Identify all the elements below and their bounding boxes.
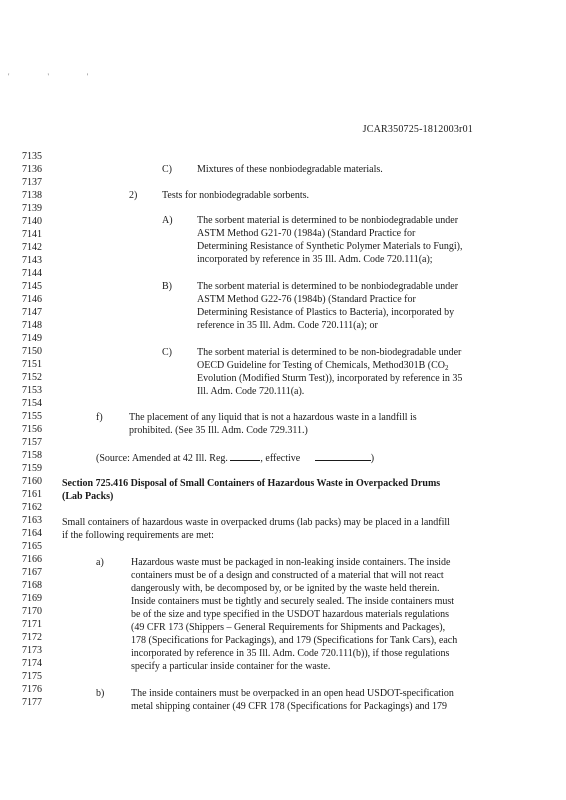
pa-line-8: incorporated by reference in 35 Ill. Adm. Code 720.111(b)), if those regulations <box>131 648 450 659</box>
pB-line-3: Determining Resistance of Plastics to Bacteria), incorporated by <box>197 307 455 318</box>
line-number: 7143 <box>22 255 42 266</box>
line-number: 7159 <box>22 463 42 474</box>
marker-b-upper: B) <box>162 281 172 292</box>
line-number: 7157 <box>22 437 42 448</box>
marker-c-upper: C) <box>162 347 172 358</box>
line-number: 7137 <box>22 177 42 188</box>
pC-line-4: Ill. Adm. Code 720.111(a). <box>197 386 305 397</box>
c1-text: Mixtures of these nonbiodegradable materials. <box>197 164 383 175</box>
scan-marks: ' ' ' <box>8 72 107 81</box>
line-number: 7163 <box>22 515 42 526</box>
source-pre: (Source: Amended at 42 Ill. Reg. <box>96 453 231 464</box>
line-number: 7164 <box>22 528 42 539</box>
pa-line-5: be of the size and type specified in the USDOT hazardous materials regulations <box>131 609 450 620</box>
line-number: 7177 <box>22 697 42 708</box>
line-number: 7166 <box>22 554 42 565</box>
line-number: 7135 <box>22 151 42 162</box>
document-id: JCAR350725-1812003r01 <box>362 124 473 135</box>
pa-line-3: dangerously with, be decomposed by, or be ignited by the waste held therein. <box>131 583 440 594</box>
pa-line-9: specify a particular inside container for the waste. <box>131 661 331 672</box>
pa-line-6: (49 CFR 173 (Shippers – General Requirements for Shipments and Packages), <box>131 622 446 633</box>
line-number: 7149 <box>22 333 42 344</box>
intro-line-2: if the following requirements are met: <box>62 530 214 541</box>
line-number: 7139 <box>22 203 42 214</box>
marker-b: b) <box>96 688 105 699</box>
blank-reg <box>230 451 260 461</box>
line-number: 7175 <box>22 671 42 682</box>
line-number: 7150 <box>22 346 42 357</box>
line-number: 7165 <box>22 541 42 552</box>
pC-subscript: 2 <box>444 364 449 372</box>
marker-2: 2) <box>129 190 138 201</box>
pC-line-3: Evolution (Modified Sturm Test)), incorporated by reference in 35 <box>197 373 463 384</box>
source-note <box>96 451 374 465</box>
pC-line-2 <box>197 360 448 372</box>
pA-line-1: The sorbent material is determined to be nonbiodegradable under <box>197 215 459 226</box>
marker-a-upper: A) <box>162 215 173 226</box>
line-number: 7160 <box>22 476 42 487</box>
marker-f: f) <box>96 412 103 423</box>
pA-line-4: incorporated by reference in 35 Ill. Adm. Code 720.111(a); <box>197 254 433 265</box>
line-number: 7152 <box>22 372 42 383</box>
pa-line-7: 178 (Specifications for Packagings), and 179 (Specifications for Tank Cars), each <box>131 635 458 646</box>
line-number: 7172 <box>22 632 42 643</box>
marker-c1: C) <box>162 164 172 175</box>
line-number: 7155 <box>22 411 42 422</box>
line-number: 7138 <box>22 190 42 201</box>
line-number: 7158 <box>22 450 42 461</box>
line-number: 7161 <box>22 489 42 500</box>
line-number: 7170 <box>22 606 42 617</box>
intro-line-1: Small containers of hazardous waste in overpacked drums (lab packs) may be placed in a landfill <box>62 517 450 528</box>
pa-line-4: Inside containers must be tightly and securely sealed. The inside containers must <box>131 596 455 607</box>
line-number: 7140 <box>22 216 42 227</box>
source-mid: , effective <box>260 453 303 464</box>
line-number: 7151 <box>22 359 42 370</box>
pB-line-2: ASTM Method G22-76 (1984b) (Standard Practice for <box>197 294 416 305</box>
pC-line-1: The sorbent material is determined to be non-biodegradable under <box>197 347 462 358</box>
pb-line-1: The inside containers must be overpacked in an open head USDOT-specification <box>131 688 454 699</box>
line-number: 7174 <box>22 658 42 669</box>
pA-line-3: Determining Resistance of Synthetic Polymer Materials to Fungi), <box>197 241 463 252</box>
line-number: 7145 <box>22 281 42 292</box>
line-number: 7171 <box>22 619 42 630</box>
marker-a: a) <box>96 557 104 568</box>
line-number: 7144 <box>22 268 42 279</box>
pC-line-2-text: OECD Guideline for Testing of Chemicals, Method301B (CO <box>197 360 445 371</box>
blank-date <box>315 451 371 461</box>
line-number: 7153 <box>22 385 42 396</box>
pf-line-1: The placement of any liquid that is not a hazardous waste in a landfill is <box>129 412 417 423</box>
line-number: 7169 <box>22 593 42 604</box>
line-number: 7162 <box>22 502 42 513</box>
line-number: 7141 <box>22 229 42 240</box>
line-number: 7142 <box>22 242 42 253</box>
line-number: 7167 <box>22 567 42 578</box>
line-number: 7168 <box>22 580 42 591</box>
section-heading-line-1: Section 725.416 Disposal of Small Containers of Hazardous Waste in Overpacked Drums <box>62 478 441 489</box>
pf-line-2: prohibited. (See 35 Ill. Adm. Code 729.311.) <box>129 425 308 436</box>
pA-line-2: ASTM Method G21-70 (1984a) (Standard Practice for <box>197 228 416 239</box>
line-number: 7176 <box>22 684 42 695</box>
pa-line-2: containers must be of a design and constructed of a material that will not react <box>131 570 444 581</box>
line-number: 7136 <box>22 164 42 175</box>
pB-line-4: reference in 35 Ill. Adm. Code 720.111(a); or <box>197 320 378 331</box>
line-number: 7154 <box>22 398 42 409</box>
pa-line-1: Hazardous waste must be packaged in non-leaking inside containers. The inside <box>131 557 451 568</box>
line-number: 7148 <box>22 320 42 331</box>
source-post: ) <box>370 453 375 464</box>
line-number: 7156 <box>22 424 42 435</box>
line-number: 7147 <box>22 307 42 318</box>
pB-line-1: The sorbent material is determined to be nonbiodegradable under <box>197 281 459 292</box>
pb-line-2: metal shipping container (49 CFR 178 (Specifications for Packagings) and 179 <box>131 701 448 712</box>
line-number: 7173 <box>22 645 42 656</box>
p2-text: Tests for nonbiodegradable sorbents. <box>162 190 310 201</box>
line-number: 7146 <box>22 294 42 305</box>
section-heading-line-2: (Lab Packs) <box>62 491 114 502</box>
